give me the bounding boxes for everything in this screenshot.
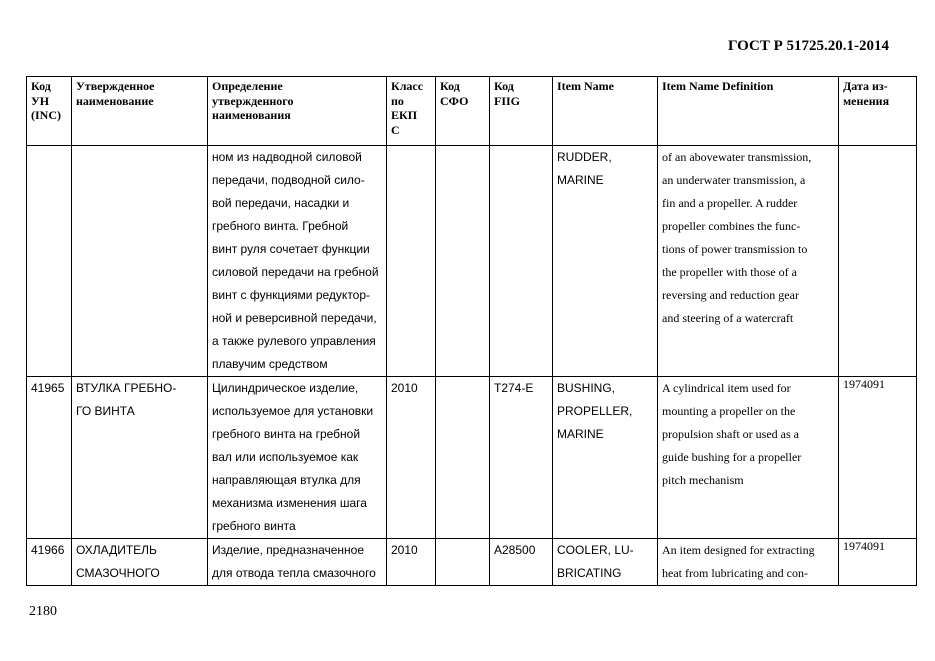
text-line: pitch mechanism [662,473,744,487]
text-line: ЕКП [391,108,418,122]
text-line: Класс [391,79,424,93]
text-line: Item Name [557,79,614,93]
cell-name [72,539,208,586]
text-line: fin and a propeller. A rudder [662,196,798,210]
text-line: tions of power transmission to [662,242,808,256]
text-line: ОХЛАДИТЕЛЬ [76,543,157,557]
cell-code: 41965 [27,377,72,539]
table-header-row [27,77,917,146]
col-header-sfo [436,77,490,146]
text-line: heat from lubricating and con- [662,566,808,580]
cell-item-definition [658,146,839,377]
text-line: guide bushing for a propeller [662,450,802,464]
text-line: вал или используемое как [212,450,359,464]
cell-sfo [436,146,490,377]
text-line: утвержденного [212,93,294,108]
cell-item-name [553,539,658,586]
text-line: Item Name Definition [662,79,774,93]
cell-class: 2010 [387,539,436,586]
text-line: наименование [76,93,154,108]
cell-sfo [436,377,490,539]
text-line: MARINE [557,427,604,441]
text-line: для отвода тепла смазочного [212,566,376,580]
cell-class [387,146,436,377]
text-line: MARINE [557,173,604,187]
text-line: Утвержденное [76,79,155,93]
text-line: the propeller with those of a [662,265,797,279]
text-line: FIIG [494,93,521,108]
text-line: propeller combines the func- [662,219,801,233]
cell-code: 41966 [27,539,72,586]
text-line: and steering of a watercraft [662,311,794,325]
text-line: Код [494,79,514,93]
text-line: С [391,122,400,137]
cell-code [27,146,72,377]
text-line: BRICATING [557,566,622,580]
text-line: BUSHING, [557,381,616,395]
cell-item-definition [658,539,839,586]
document-standard-number: ГОСТ Р 51725.20.1-2014 [727,38,889,54]
text-line: Код [31,79,51,93]
cell-date: 1974091 [839,377,917,539]
text-line: направляющая втулка для [212,473,361,487]
text-line: СМАЗОЧНОГО [76,566,160,580]
text-line: Изделие, предназначенное [212,543,365,557]
cell-definition [208,539,387,586]
col-header-approved-name [72,77,208,146]
text-line: Код [440,79,460,93]
col-header-class [387,77,436,146]
text-line: Определение [212,79,283,93]
text-line: of an abovewater transmission, [662,150,812,164]
text-line: УН [31,93,50,108]
table-row [27,377,917,539]
cell-fiig [490,146,553,377]
text-line: механизма изменения шага [212,496,367,510]
text-line: PROPELLER, [557,404,633,418]
cell-fiig: A28500 [490,539,553,586]
cell-fiig: T274-E [490,377,553,539]
cell-date: 1974091 [839,539,917,586]
col-header-change-date [839,77,917,146]
text-line: Дата из- [843,79,888,93]
col-header-inc [27,77,72,146]
text-line: гребного винта на гребной [212,427,361,441]
cell-item-name [553,146,658,377]
col-header-definition [208,77,387,146]
text-line: Цилиндрическое изделие, [212,381,359,395]
text-line: СФО [440,93,469,108]
cell-definition [208,377,387,539]
text-line: вой передачи, насадки и [212,196,350,210]
text-line: по [391,93,404,108]
text-line: винт с функциями редуктор- [212,288,371,302]
text-line: A cylindrical item used for [662,381,791,395]
cell-class: 2010 [387,377,436,539]
cell-item-name [553,377,658,539]
text-line: mounting a propeller on the [662,404,796,418]
cell-name [72,146,208,377]
text-line: передачи, подводной сило- [212,173,365,187]
text-line: an underwater transmission, a [662,173,806,187]
text-line: менения [843,93,890,108]
text-line: гребного винта. Гребной [212,219,349,233]
text-line: ГО ВИНТА [76,404,135,418]
text-line: RUDDER, [557,150,612,164]
text-line: propulsion shaft or used as a [662,427,799,441]
table-row [27,146,917,377]
cell-name [72,377,208,539]
text-line: ном из надводной силовой [212,150,362,164]
text-line: ной и реверсивной передачи, [212,311,377,325]
text-line: используемое для установки [212,404,374,418]
text-line: винт руля сочетает функции [212,242,370,256]
page-number: 2180 [29,604,57,619]
col-header-item-name-definition [658,77,839,146]
text-line: COOLER, LU- [557,543,634,557]
text-line: An item designed for extracting [662,543,815,557]
cell-sfo [436,539,490,586]
catalog-table [26,76,917,586]
text-line: (INC) [31,108,61,122]
text-line: reversing and reduction gear [662,288,799,302]
text-line: ВТУЛКА ГРЕБНО- [76,381,177,395]
cell-definition [208,146,387,377]
cell-item-definition [658,377,839,539]
text-line: гребного винта [212,519,296,533]
table-row [27,539,917,586]
col-header-fiig [490,77,553,146]
text-line: силовой передачи на гребной [212,265,379,279]
text-line: а также рулевого управления [212,334,376,348]
text-line: плавучим средством [212,357,328,371]
col-header-item-name [553,77,658,146]
text-line: наименования [212,108,291,122]
cell-date [839,146,917,377]
